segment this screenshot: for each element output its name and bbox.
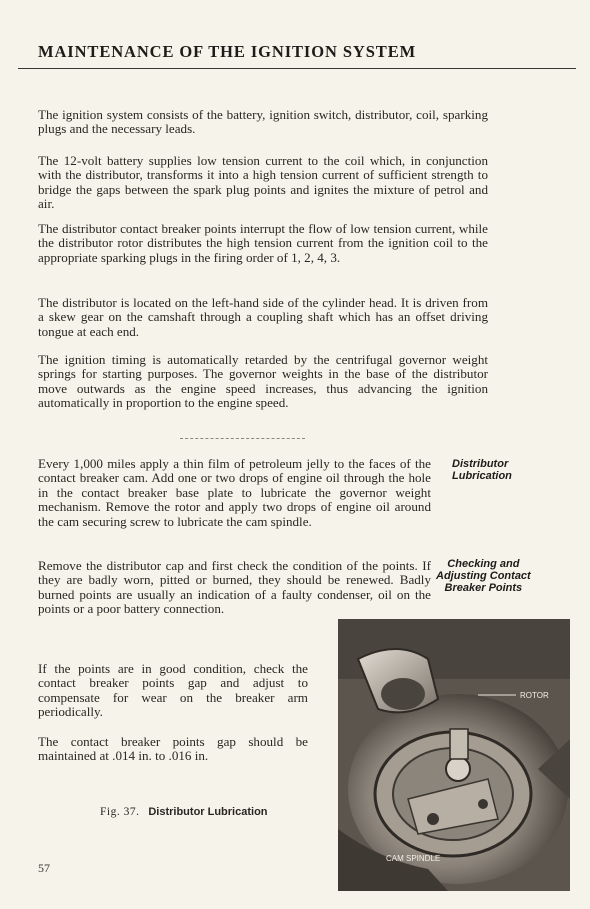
cam-spindle-label: CAM SPINDLE [386,854,441,863]
figure-number: Fig. 37. [100,806,140,818]
page-number: 57 [38,861,50,875]
paragraph-adjust-gap: If the points are in good condition, check the contact breaker points gap and adjust to compensate for wear on the breaker arm periodically. [38,661,308,720]
paragraph-battery: The 12-volt battery supplies low tension current to the coil which, in conjunction with the distributor, transforms it into a high tension current of sufficient strength to bridge the gaps between the spark plug points and ignites the mixture of petrol and air. [38,153,488,212]
section-divider [180,438,305,439]
figure-caption [100,806,268,818]
paragraph-ignition-timing: The ignition timing is automatically retarded by the centrifugal governor weight springs for starting purposes. The governor weights in the base of the distributor move outwards as the engine speed increases, thus advancing the ignition automatically in proportion to the engine speed. [38,352,488,411]
paragraph-contact-breaker: The distributor contact breaker points interrupt the flow of low tension current, while the distributor rotor distributes the high tension current from the ignition coil to the appropriate sparking plugs in the firing order of 1, 2, 4, 3. [38,221,488,265]
sidenote-checking-points: Checking and Adjusting Contact Breaker Points [436,558,531,594]
paragraph-intro: The ignition system consists of the battery, ignition switch, distributor, coil, sparking plugs and the necessary leads. [38,107,488,137]
figure-title: Distributor Lubrication [148,806,268,818]
distributor-photo-illustration [338,619,570,891]
page-title: MAINTENANCE OF THE IGNITION SYSTEM [38,42,417,61]
paragraph-lubrication: Every 1,000 miles apply a thin film of petroleum jelly to the faces of the contact breaker cam. Add one or two drops of engine oil through the hole in the contact breaker base plate to lubricate the governor weight mechanism. Remove the rotor and apply two drops of engine oil around the cam securing screw to lubricate the cam spindle. [38,456,431,529]
paragraph-gap-spec: The contact breaker points gap should be maintained at .014 in. to .016 in. [38,734,308,764]
paragraph-distributor-location: The distributor is located on the left-hand side of the cylinder head. It is driven from a skew gear on the camshaft through a coupling shaft which has an offset driving tongue at each end. [38,295,488,339]
sidenote-distributor-lubrication: Distributor Lubrication [452,458,512,482]
page-header [18,42,576,69]
paragraph-check-points: Remove the distributor cap and first check the condition of the points. If they are badly worn, pitted or burned, they should be renewed. Badly burned points are usually an indication of a faulty condenser, oil on the points or a poor battery connection. [38,558,431,617]
distributor-photo [338,619,570,891]
rotor-label: ROTOR [520,691,549,700]
